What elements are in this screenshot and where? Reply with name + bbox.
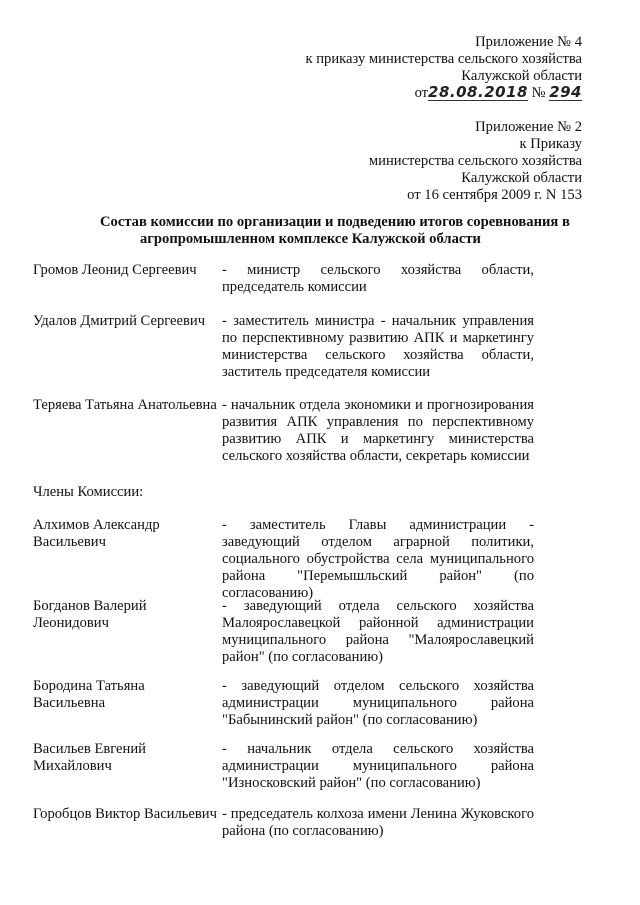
member-role: - заместитель Главы администрации - заведующий отделом аграрной политики, социального обустройства села муниципального района "Перемышльский район" (по согласованию) [222, 517, 534, 601]
appendix-4-title: Приложение № 4 [475, 34, 582, 50]
members-heading: Члены Комиссии: [33, 484, 144, 500]
appendix-4-order-line: к приказу министерства сельского хозяйства [305, 51, 582, 67]
member-role: - начальник отдела сельского хозяйства администрации муниципального района "Износковский район" (по согласованию) [222, 741, 534, 791]
member-patronymic: Васильевич [33, 534, 106, 550]
member-name [33, 517, 223, 551]
member-surname-name: Бородина Татьяна [33, 678, 145, 694]
member-name [33, 806, 223, 823]
appendix-4-header [306, 34, 583, 102]
member-patronymic: Леонидович [33, 615, 109, 631]
appendix-2-region: Калужской области [461, 170, 582, 186]
title-line-1: Состав комиссии по организации и подведению итогов соревнования в [100, 214, 570, 230]
document-title [100, 214, 570, 248]
appendix-4-region: Калужской области [461, 68, 582, 84]
appendix-2-ministry: министерства сельского хозяйства [368, 153, 582, 169]
person-role: - заместитель министра - начальник управления по перспективному развитию АПК и маркетингу министерства сельского хозяйства области, заститель председателя комиссии [222, 313, 534, 380]
handwritten-number: 294 [549, 83, 582, 101]
member-patronymic: Васильевна [33, 695, 106, 711]
appendix-2-header [369, 119, 582, 204]
appendix-2-title: Приложение № 2 [475, 119, 582, 135]
member-patronymic: Михайлович [33, 758, 112, 774]
member-role: - заведующий отдела сельского хозяйства Малоярославецкой районной администрации муниципального района "Малоярославецкий район" (по согласованию) [222, 598, 534, 665]
member-surname-name: Васильев Евгений [33, 741, 146, 757]
person-role: - начальник отдела экономики и прогнозирования развития АПК управления по перспективному развитию АПК и маркетингу министерства сельского хозяйства области, секретарь комиссии [222, 397, 534, 464]
date-prefix: от [414, 85, 429, 101]
appendix-2-order: к Приказу [519, 136, 582, 152]
member-name [33, 678, 223, 712]
appendix-2-date: от 16 сентября 2009 г. N 153 [407, 187, 582, 203]
title-line-2: агропромышленном комплексе Калужской области [140, 231, 481, 247]
member-role: - председатель колхоза имени Ленина Жуковского района (по согласованию) [222, 806, 534, 839]
handwritten-date: 28.08.2018 [428, 83, 528, 101]
member-name [33, 598, 223, 632]
appendix-4-date-line [306, 85, 583, 102]
member-surname-name: Горобцов Виктор Васильевич [33, 806, 217, 822]
person-name: Теряева Татьяна Анатольевна [33, 397, 217, 413]
person-name: Удалов Дмитрий Сергеевич [33, 313, 206, 329]
person-name: Громов Леонид Сергеевич [33, 262, 197, 278]
person-role: - министр сельского хозяйства области, председатель комиссии [222, 262, 534, 295]
member-role: - заведующий отделом сельского хозяйства администрации муниципального района "Бабынинский район" (по согласованию) [222, 678, 534, 728]
number-prefix: № [527, 85, 550, 101]
member-surname-name: Алхимов Александр [33, 517, 160, 533]
member-name [33, 741, 223, 775]
member-surname-name: Богданов Валерий [33, 598, 147, 614]
